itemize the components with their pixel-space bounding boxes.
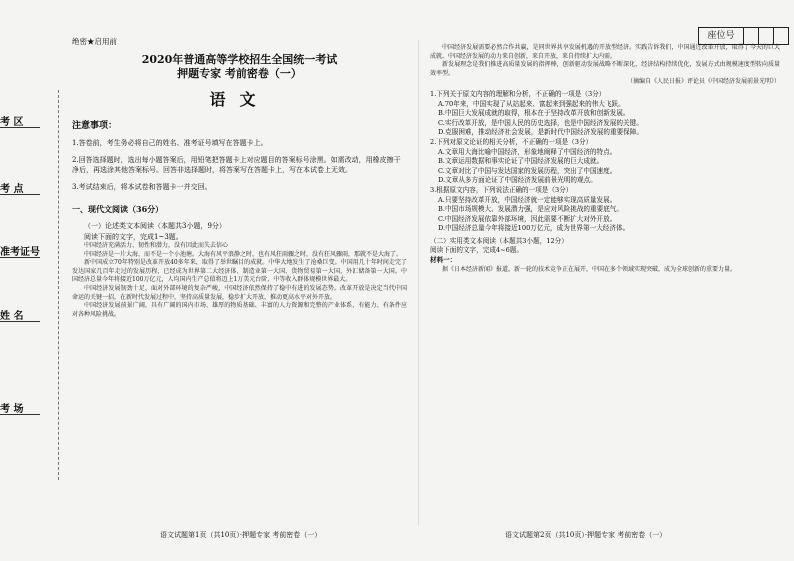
binding-label: 考 点 xyxy=(0,184,24,195)
question-option: D.中国经济总量今年将接近100万亿元，成为世界第一大经济体。 xyxy=(438,224,630,233)
question-option: B.文章运用数据和事实论证了中国经济发展的巨大成就。 xyxy=(438,157,604,166)
seat-number-box xyxy=(698,27,789,45)
question-option: A.70年来，中国实现了从站起来、富起来到强起来的伟大飞跃。 xyxy=(438,99,625,108)
subject-title: 语文 xyxy=(209,90,270,109)
passage-title: 中国经济充满活力、韧性和潜力，没有因此而失去信心 xyxy=(84,242,229,249)
binding-label: 姓 名 xyxy=(0,311,24,322)
question-stem: 2.下列对原文论证的相关分析，不正确的一项是（3分） xyxy=(430,137,593,146)
note-item: 3.考试结束后，将本试卷和答题卡一并交回。 xyxy=(72,183,212,191)
instruction: 阅读下面的文字，完成1~3题。 xyxy=(84,233,183,241)
instruction: 阅读下面的文字，完成4~6题。 xyxy=(430,246,524,255)
question-option: B.中国巨大发展成就的取得，根本在于坚持改革开放和创新发展。 xyxy=(438,109,630,118)
seat-cell xyxy=(744,28,759,44)
binding-field xyxy=(0,113,48,128)
binding-label: 考 区 xyxy=(0,117,24,128)
page-footer: 语文试题第1页（共10页）·押题专家 考前密卷（一） xyxy=(160,531,322,539)
passage-paragraph: 中国经济是一片大海，而不是一个小池塘。大海有风平浪静之时，也有风狂雨骤之时，没有狂风骤雨，那就不是大海了。 xyxy=(84,250,403,258)
binding-column xyxy=(0,95,52,455)
passage-source: （摘编自《人民日报》评论员《中国经济发展前景光明》） xyxy=(626,78,780,86)
subsection-heading: （二）实用类文本阅读（本题共3小题，12分） xyxy=(430,236,568,245)
seat-number-label: 座位号 xyxy=(699,28,744,44)
binding-field xyxy=(0,180,48,195)
page-divider xyxy=(418,40,419,525)
question-stem: 1.下列关于原文内容的理解和分析，不正确的一项是（3分） xyxy=(430,89,606,98)
passage-paragraph: 中国经济发展前景广阔，具有广阔的国内市场、雄厚的物质基础、丰富的人力资源和完整的产业体系，有能力、有条件应对各种风险挑战。 xyxy=(72,302,407,318)
binding-field xyxy=(0,400,48,415)
question-stem: 3.根据原文内容，下列说法正确的一项是（3分） xyxy=(430,185,573,194)
passage-paragraph: 中国经济发展韧劲十足，面对外部环境的复杂严峻，中国经济依然保持了稳中有进的发展态势。改革开放是决定当代中国命运的关键一招，在新时代发展过程中，坚持高质量发展，稳步扩大开放，推动更高水平对外开放。 xyxy=(72,284,407,301)
binding-label: 考 场 xyxy=(0,404,24,415)
exam-subtitle: 押题专家 考前密卷（一） xyxy=(177,67,302,80)
exam-title: 2020年普通高等学校招生全国统一考试 xyxy=(141,53,338,66)
question-option: D.文章从多方面论证了中国经济发展前景光明的观点。 xyxy=(438,176,597,185)
binding-field xyxy=(0,307,48,322)
seal-line xyxy=(58,90,59,480)
subsection-heading: （一）论述类文本阅读（本题共3小题，9分） xyxy=(84,222,226,230)
question-option: A.文章用大海比喻中国经济，形象地阐释了中国经济的特点。 xyxy=(438,147,617,156)
material-label: 材料一： xyxy=(430,256,457,265)
passage-paragraph: 据《日本经济新闻》报道，新一轮的技术竞争正在展开，中国在多个领域实现突破，成为全球创新的重要力量。 xyxy=(442,265,737,273)
secret-mark: 绝密★启用前 xyxy=(72,37,117,46)
question-option: C.实行改革开放，是中国人民的历史选择，也是中国经济发展的关键。 xyxy=(438,118,643,127)
question-option: A.只要坚持改革开放，中国经济就一定能够实现高质量发展。 xyxy=(438,195,617,204)
binding-field xyxy=(0,243,48,258)
passage-paragraph: 新发展理念是我们推进高质量发展的指挥棒，创新驱动发展战略不断深化，经济结构持续优化，发展方式由规模速度型转向质量效率型。 xyxy=(430,61,780,77)
passage-paragraph: 中国经济发展需要必然合作共赢，是同世界共享发展机遇的开放型经济。实践告诉我们，中国通过改革开放，取得了今天的巨大成就。中国经济发展的动力来自创新，来自开放，来自持续扩大内需。 xyxy=(430,44,780,60)
binding-label: 准考证号 xyxy=(0,247,40,258)
notes-heading: 注意事项： xyxy=(72,121,118,131)
question-option: C.文章对比了中国与发达国家的发展历程，突出了中国速度。 xyxy=(438,166,617,175)
passage-paragraph: 新中国成立70年特别是改革开放40多年来，取得了举世瞩目的成就。中华大地发生了沧桑巨变。中国用几十年时间走完了发达国家几百年走过的发展历程，已经成为世界第二大经济体、制造业第一大国、货物贸易第一大国、外汇储备第一大国。中国经济总量今年将接近100万亿元，人均国内生产总值将迈上1万美元台阶，中等收入群体规模世界最大。 xyxy=(72,259,407,284)
question-option: B.中国市场规模大、发展潜力强，是应对风险挑战的重要底气。 xyxy=(438,205,623,214)
section-heading: 一、现代文阅读（36分） xyxy=(72,204,164,214)
note-item: 1.答卷前，考生务必将自己的姓名、准考证号填写在答题卡上。 xyxy=(72,139,268,147)
seat-cell xyxy=(759,28,774,44)
seat-cell xyxy=(774,28,788,44)
left-page xyxy=(72,36,407,319)
page-footer: 语文试题第2页（共10页）·押题专家 考前密卷（一） xyxy=(505,531,667,539)
note-item: 2.回答选择题时，选出每小题答案后，用铅笔把答题卡上对应题目的答案标号涂黑。如需改动，用橡皮擦干净后，再选涂其他答案标号。回答非选择题时，将答案写在答题卡上，写在本试卷上无效。 xyxy=(72,156,401,174)
question-option: C.中国经济发展依靠外部环境，因此需要不断扩大对外开放。 xyxy=(438,214,617,223)
right-page xyxy=(430,44,780,274)
question-option: D.克服困难，推动经济社会发展，是新时代中国经济发展的重要保障。 xyxy=(438,128,643,137)
